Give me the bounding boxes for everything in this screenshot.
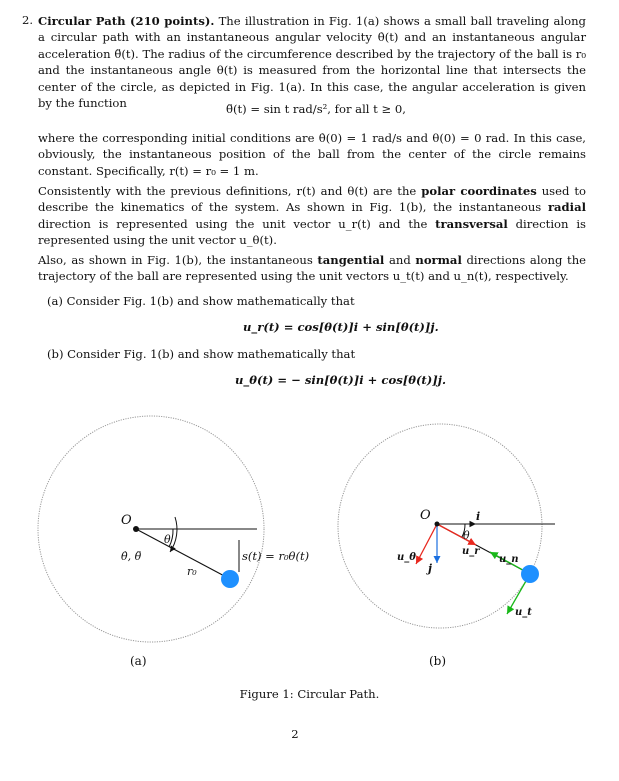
problem-number: 2. [22,13,34,27]
transversal-bold: transversal [435,216,508,231]
part-b-text: (b) Consider Fig. 1(b) and show mathematically that [47,347,356,361]
rate-label: θ̇, θ̈ [121,550,142,563]
radius-label: r₀ [187,565,197,578]
angle-label: θ [463,529,470,542]
polar-text-4: direction is represented using the unit vector u_θ(t). [38,216,586,248]
angular-rate-arrow [170,517,177,552]
tangent-text-1: Also, as shown in Fig. 1(b), the instantaneous [38,253,313,267]
i-label: i [476,510,481,523]
problem-intro [38,13,586,111]
part-b-equation: u_θ(t) = − sin[θ(t)]i + cos[θ(t)]j. [235,373,446,387]
ball [221,570,239,588]
problem-title: Circular Path (210 points). [38,14,215,28]
radius-line [136,529,230,579]
arc-length-label: s(t) = r₀θ(t) [242,549,310,563]
ur-label: u_r [462,546,480,557]
accel-equation: θ̈(t) = sin t rad/s², for all t ≥ 0, [226,102,406,116]
figure-a [0,400,310,685]
panel-a-label: (a) [130,654,147,668]
utheta-label: u_θ [397,552,416,563]
panel-b-label: (b) [429,654,447,668]
j-label: j [428,562,432,575]
center-label: O [121,513,132,528]
intro-text: The illustration in Fig. 1(a) shows a small ball traveling along a circular path with an instantaneous angular velocity θ̇(t) and an instantaneous angular acceleration θ̈(t). The radius of the circumference described by the trajectory of the ball is r₀ and the instantaneous angle θ(t) is measured from the horizontal line that intersects the center of the circle, as depicted in Fig. 1(a). In this case, the angular acceleration is given by the function [38,14,586,111]
ball [521,565,539,583]
center-point [435,522,440,527]
tangential-bold: tangential [317,253,385,267]
un-label: u_n [499,554,519,565]
tangent-text-3: directions along the trajectory of the ball are represented using the unit vectors u_t(t) and u_n(t), respectively. [38,253,587,284]
tangent-paragraph [38,252,586,285]
initial-conditions: where the corresponding initial conditions are θ̇(0) = 1 rad/s and θ(0) = 0 rad. In this case, obviously, the instantaneous position of the ball from the center of the circle remains constant. Specifically, r(t) = r₀ = 1 m. [38,131,586,178]
ut-label: u_t [515,607,532,618]
center-point [133,526,139,532]
angle-label: θ [164,533,171,546]
polar-paragraph [38,183,586,249]
figure-caption: Figure 1: Circular Path. [239,687,380,701]
tangent-text-2: and [388,253,411,267]
u-r-arrow [437,524,476,545]
u-theta-arrow [416,524,437,564]
center-label: O [420,508,431,523]
radial-bold: radial [547,200,586,215]
part-a-text: (a) Consider Fig. 1(b) and show mathematically that [47,294,355,308]
polar-text-3: direction is represented using the unit vector u_r(t) and the [38,216,428,231]
normal-bold: normal [415,253,462,267]
polar-bold: polar coordinates [421,184,537,198]
page-number: 2 [291,727,299,741]
figure-b [300,400,600,685]
polar-text-1: Consistently with the previous definitions, r(t) and θ(t) are the [38,184,417,198]
part-a-equation: u_r(t) = cos[θ(t)]i + sin[θ(t)]j. [243,320,439,334]
polar-text-2: used to describe the kinematics of the system. As shown in Fig. 1(b), the instantaneous [38,184,586,215]
